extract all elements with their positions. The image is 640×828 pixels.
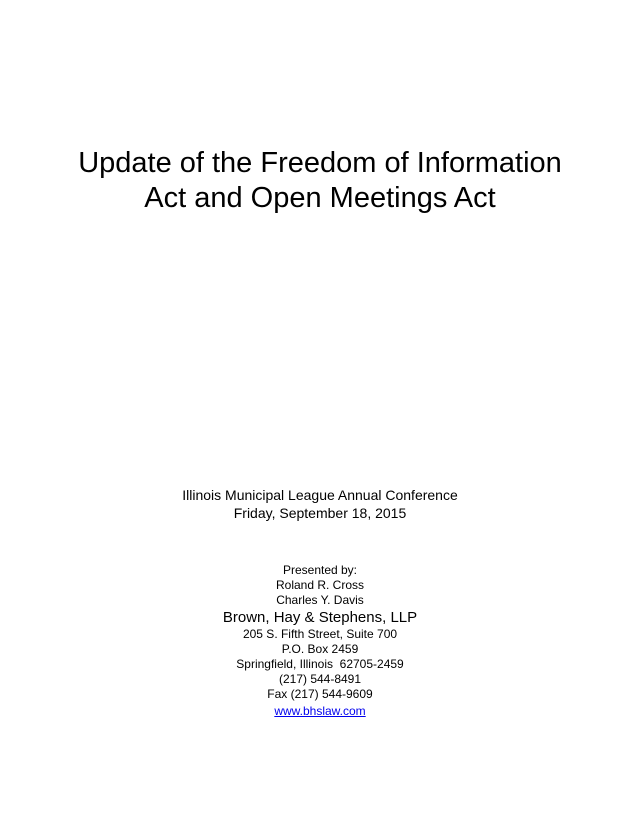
firm-street: 205 S. Fifth Street, Suite 700 — [242, 627, 398, 641]
presenter-info — [0, 563, 640, 720]
title-line-2: Act and Open Meetings Act — [144, 182, 496, 214]
document-title — [0, 146, 640, 216]
firm-website-link[interactable]: www.bhslaw.com — [274, 704, 366, 718]
conference-date: Friday, September 18, 2015 — [233, 505, 407, 521]
presented-by-label: Presented by: — [282, 563, 358, 577]
conference-info — [0, 486, 640, 522]
firm-name: Brown, Hay & Stephens, LLP — [222, 609, 418, 626]
presenter-name: Charles Y. Davis — [276, 593, 364, 607]
presenter-name: Roland R. Cross — [275, 578, 365, 592]
firm-phone: (217) 544-8491 — [278, 672, 362, 686]
firm-fax: Fax (217) 544-9609 — [267, 687, 373, 701]
title-line-1: Update of the Freedom of Information — [78, 147, 562, 179]
firm-po-box: P.O. Box 2459 — [281, 642, 359, 656]
conference-name: Illinois Municipal League Annual Conference — [182, 487, 458, 503]
firm-city: Springfield, Illinois 62705-2459 — [236, 657, 404, 671]
